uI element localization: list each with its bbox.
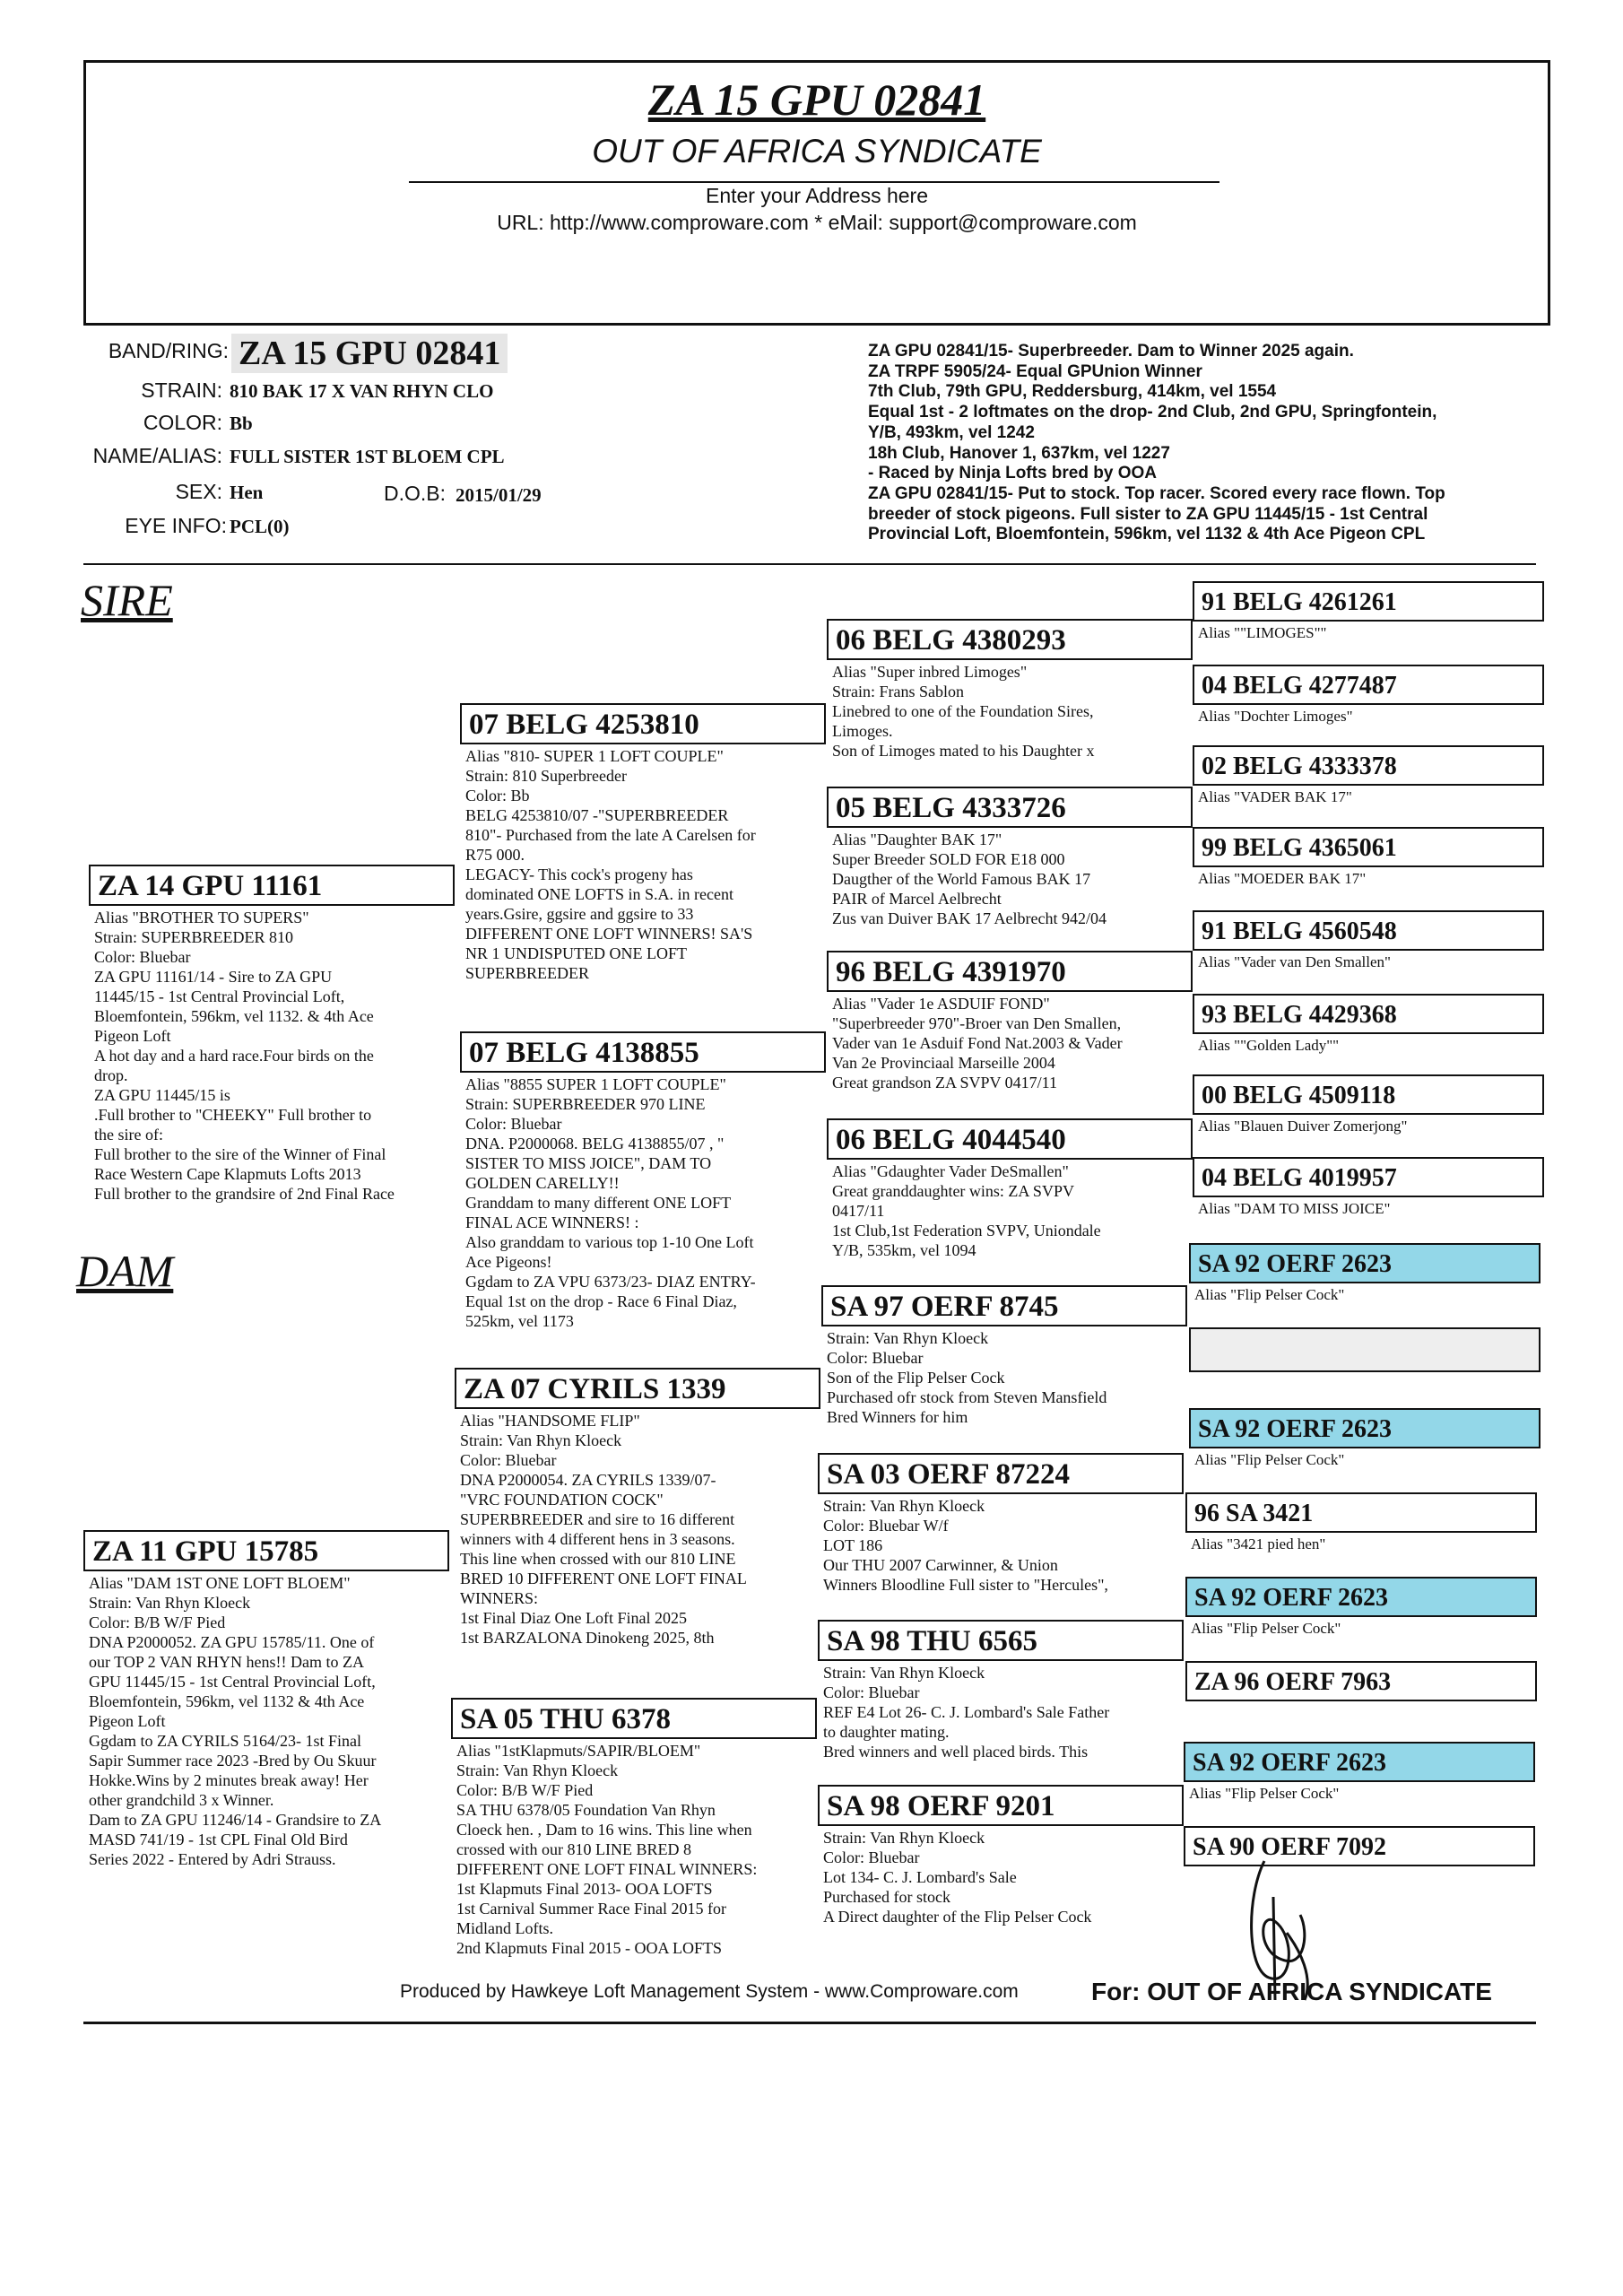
sire-sire-card (460, 703, 826, 983)
g4-card-11 (1189, 1408, 1541, 1470)
g4-info-12: Alias "3421 pied hen" (1191, 1535, 1326, 1552)
g4-card-2 (1193, 665, 1544, 726)
dam-ring: ZA 11 GPU 15785 (83, 1530, 449, 1571)
page-title: ZA 15 GPU 02841 (647, 74, 986, 125)
g3-ring-5: SA 97 OERF 8745 (821, 1285, 1187, 1326)
dam-sire-card (455, 1368, 820, 1648)
name-label: NAME/ALIAS: (92, 444, 222, 467)
g4-ring-1: 91 BELG 4261261 (1193, 581, 1544, 622)
g4-info-6: Alias ""Golden Lady"" (1198, 1037, 1340, 1054)
dob-value: 2015/01/29 (456, 484, 542, 506)
sire-dam-card (460, 1031, 826, 1331)
g3-info-2: Alias "Daughter BAK 17" Super Breeder SOLD FOR E18 000 Daugther of the World Famous BAK 17 PAIR of Marcel Aelbrecht Zus van Duiver BAK 17 Aelbrecht 942/04 (832, 831, 1107, 927)
g4-ring-12: 96 SA 3421 (1185, 1492, 1537, 1533)
g4-card-4 (1193, 827, 1544, 889)
sex-label: SEX: (175, 480, 222, 503)
dam-info: Alias "DAM 1ST ONE LOFT BLOEM" Strain: Van Rhyn Kloeck Color: B/B W/F Pied DNA P2000052. ZA GPU 15785/11. One of our TOP 2 VAN RHYN hens!! Dam to ZA GPU 11445/15 - 1st Central Provincial Loft, Bloemfontein, 596km, vel 1132 & 4th Ace Pigeon Loft Ggdam to ZA CYRILS 5164/23- 1st Final Sapir Summer race 2023 -Bred by Ou Skuur Hokke.Wins by 2 minutes break away! Her other grandchild 3 x Winner. Dam to ZA GPU 11246/14 - Grandsire to ZA MASD 741/19 - 1st CPL Final Old Bird Series 2022 - Entered by Adri Strauss. (89, 1574, 382, 1868)
g4-info-5: Alias "Vader van Den Smallen" (1198, 953, 1391, 970)
g4-card-14 (1185, 1661, 1537, 1703)
g4-ring-13: SA 92 OERF 2623 (1185, 1577, 1537, 1617)
g4-info-13: Alias "Flip Pelser Cock" (1191, 1620, 1341, 1637)
g4-info-9: Alias "Flip Pelser Cock" (1194, 1286, 1345, 1303)
sire-sire-info: Alias "810- SUPER 1 LOFT COUPLE" Strain: 810 Superbreeder Color: Bb BELG 4253810/07 -"SUPERBREEDER 810"- Purchased from the late A Carelsen for R75 000. LEGACY- This cock's progeny has dominated ONE LOFTS in S.A. in recent years.Gsire, ggsire and ggsire to 33 DIFFERENT ONE LOFT WINNERS! SA'S NR 1 UNDISPUTED ONE LOFT SUPERBREEDER (465, 747, 756, 982)
g4-card-13 (1185, 1577, 1537, 1639)
g4-ring-14: ZA 96 OERF 7963 (1185, 1661, 1537, 1701)
g4-card-1 (1193, 581, 1544, 643)
contact-line: URL: http://www.comproware.com * eMail: support@comproware.com (497, 211, 1137, 234)
g3-info-3: Alias "Vader 1e ASDUIF FOND" "Superbreeder 970"-Broer van Den Smallen, Vader van 1e Asduif Fond Nat.2003 & Vader Van 2e Provinciaal Marseille 2004 Great grandson ZA SVPV 0417/11 (832, 995, 1123, 1091)
sire-dam-ring: 07 BELG 4138855 (460, 1031, 826, 1073)
g4-card-3 (1193, 745, 1544, 807)
g4-info-4: Alias "MOEDER BAK 17" (1198, 870, 1367, 887)
g3-ring-3: 96 BELG 4391970 (827, 951, 1193, 992)
g3-ring-2: 05 BELG 4333726 (827, 787, 1193, 828)
g4-card-5 (1193, 910, 1544, 972)
g4-card-9 (1189, 1243, 1541, 1305)
g4-card-10-empty (1189, 1327, 1541, 1372)
details-divider (83, 563, 1536, 565)
dob-label: D.O.B: (384, 482, 447, 505)
g4-info-11: Alias "Flip Pelser Cock" (1194, 1451, 1345, 1468)
sire-ring: ZA 14 GPU 11161 (89, 865, 455, 906)
g3-card-6 (818, 1453, 1184, 1595)
color-value: Bb (230, 413, 253, 434)
g3-ring-4: 06 BELG 4044540 (827, 1118, 1193, 1160)
g3-info-7: Strain: Van Rhyn Kloeck Color: Bluebar REF E4 Lot 26- C. J. Lombard's Sale Father to daughter mating. Bred winners and well placed birds. This (823, 1664, 1110, 1761)
g3-ring-1: 06 BELG 4380293 (827, 619, 1193, 660)
g4-ring-6: 93 BELG 4429368 (1193, 994, 1544, 1034)
header-box (83, 60, 1550, 326)
performance-notes: ZA GPU 02841/15- Superbreeder. Dam to Winner 2025 again. ZA TRPF 5905/24- Equal GPUnion Winner 7th Club, 79th GPU, Reddersburg, 414km, vel 1554 Equal 1st - 2 loftmates on the drop- 2nd Club, 2nd GPU, Springfontein, Y/B, 493km, vel 1242 18h Club, Hanover 1, 637km, vel 1227 - Raced by Ninja Lofts bred by OOA ZA GPU 02841/15- Put to stock. Top racer. Scored every race flown. Top breeder of stock pigeons. Full sister to ZA GPU 11445/15 - 1st Central Provincial Loft, Bloemfontein, 596km, vel 1132 & 4th Ace Pigeon CPL (868, 342, 1445, 544)
sex-value: Hen (230, 482, 264, 503)
g4-ring-16: SA 90 OERF 7092 (1184, 1826, 1535, 1866)
g3-ring-7: SA 98 THU 6565 (818, 1620, 1184, 1661)
g3-card-2 (827, 787, 1193, 928)
sire-info: Alias "BROTHER TO SUPERS" Strain: SUPERBREEDER 810 Color: Bluebar ZA GPU 11161/14 - Sire to ZA GPU 11445/15 - 1st Central Provincial Loft, Bloemfontein, 596km, vel 1132. & 4th Ace Pigeon Loft A hot day and a hard race.Four birds on the drop. ZA GPU 11445/15 is .Full brother to "CHEEKY" Full brother to the sire of: Full brother to the sire of the Winner of Final Race Western Cape Klapmuts Lofts 2013 Full brother to the grandsire of 2nd Final Race (94, 909, 395, 1203)
g4-info-14 (1185, 1701, 1537, 1703)
strain-label: STRAIN: (141, 378, 222, 402)
g3-card-7 (818, 1620, 1184, 1761)
g3-ring-8: SA 98 OERF 9201 (818, 1785, 1184, 1826)
g4-ring-2: 04 BELG 4277487 (1193, 665, 1544, 705)
page-subtitle: OUT OF AFRICA SYNDICATE (592, 133, 1042, 170)
g3-card-3 (827, 951, 1193, 1092)
dam-dam-info: Alias "1stKlapmuts/SAPIR/BLOEM" Strain: Van Rhyn Kloeck Color: B/B W/F Pied SA THU 6378/05 Foundation Van Rhyn Cloeck hen. , Dam to 16 wins. This line when crossed with our 810 LINE BRED 8 DIFFERENT ONE LOFT FINAL WINNERS: 1st Klapmuts Final 2013- OOA LOFTS 1st Carnival Summer Race Final 2015 for Midland Lofts. 2nd Klapmuts Final 2015 - OOA LOFTS (456, 1742, 758, 1957)
g3-card-5 (821, 1285, 1187, 1427)
g4-card-6 (1193, 994, 1544, 1056)
g3-info-5: Strain: Van Rhyn Kloeck Color: Bluebar Son of the Flip Pelser Cock Purchased ofr stock from Steven Mansfield Bred Winners for him (827, 1329, 1107, 1426)
strain-value: 810 BAK 17 X VAN RHYN CLO (230, 380, 494, 402)
dam-section-label: DAM (76, 1246, 174, 1296)
g3-card-1 (827, 619, 1193, 761)
name-value: FULL SISTER 1ST BLOEM CPL (230, 446, 505, 467)
g3-info-1: Alias "Super inbred Limoges" Strain: Frans Sablon Linebred to one of the Foundation Sires, Limoges. Son of Limoges mated to his Daughter x (832, 663, 1095, 760)
color-label: COLOR: (143, 411, 222, 434)
dam-dam-card (451, 1698, 817, 1958)
sire-dam-info: Alias "8855 SUPER 1 LOFT COUPLE" Strain: SUPERBREEDER 970 LINE Color: Bluebar DNA. P2000068. BELG 4138855/07 , " SISTER TO MISS JOICE", DAM TO GOLDEN CARELLY!! Granddam to many different ONE LOFT FINAL ACE WINNERS! : Also granddam to various top 1-10 One Loft Ace Pigeons! Ggdam to ZA VPU 6373/23- DIAZ ENTRY- Equal 1st on the drop - Race 6 Final Diaz, 525km, vel 1173 (465, 1075, 756, 1330)
g4-card-12 (1185, 1492, 1537, 1554)
g4-card-7 (1193, 1074, 1544, 1136)
g3-info-4: Alias "Gdaughter Vader DeSmallen" Great granddaughter wins: ZA SVPV 0417/11 1st Club,1st Federation SVPV, Uniondale Y/B, 535km, vel 1094 (832, 1162, 1101, 1259)
sire-card (89, 865, 455, 1204)
footer-produced-by: Produced by Hawkeye Loft Management System - www.Comproware.com (400, 1981, 1019, 2002)
g4-info-1: Alias ""LIMOGES"" (1198, 624, 1327, 641)
subtitle-underline (409, 181, 1219, 183)
g3-info-8: Strain: Van Rhyn Kloeck Color: Bluebar Lot 134- C. J. Lombard's Sale Purchased for stock A Direct daughter of the Flip Pelser Cock (823, 1829, 1092, 1926)
footer-divider (83, 2022, 1536, 2024)
g4-ring-15: SA 92 OERF 2623 (1184, 1742, 1535, 1782)
ring-value: ZA 15 GPU 02841 (231, 334, 508, 373)
sire-section-label: SIRE (81, 575, 173, 625)
g3-ring-6: SA 03 OERF 87224 (818, 1453, 1184, 1494)
g4-info-3: Alias "VADER BAK 17" (1198, 788, 1352, 805)
g4-ring-9: SA 92 OERF 2623 (1189, 1243, 1541, 1283)
g4-ring-11: SA 92 OERF 2623 (1189, 1408, 1541, 1448)
g4-ring-3: 02 BELG 4333378 (1193, 745, 1544, 786)
eye-label: EYE INFO: (125, 514, 227, 537)
g4-ring-8: 04 BELG 4019957 (1193, 1157, 1544, 1197)
g4-ring-4: 99 BELG 4365061 (1193, 827, 1544, 867)
dam-sire-ring: ZA 07 CYRILS 1339 (455, 1368, 820, 1409)
g4-info-7: Alias "Blauen Duiver Zomerjong" (1198, 1118, 1408, 1135)
eye-value: PCL(0) (230, 516, 290, 537)
footer-for: For: OUT OF AFRICA SYNDICATE (1091, 1978, 1492, 2005)
g4-info-8: Alias "DAM TO MISS JOICE" (1198, 1200, 1391, 1217)
sire-sire-ring: 07 BELG 4253810 (460, 703, 826, 744)
g4-info-2: Alias "Dochter Limoges" (1198, 708, 1353, 725)
g4-card-8 (1193, 1157, 1544, 1219)
g4-ring-5: 91 BELG 4560548 (1193, 910, 1544, 951)
g4-card-15 (1184, 1742, 1535, 1804)
dam-sire-info: Alias "HANDSOME FLIP" Strain: Van Rhyn Kloeck Color: Bluebar DNA P2000054. ZA CYRILS 1339/07- "VRC FOUNDATION COCK" SUPERBREEDER and sire to 16 different winners with 4 different hens in 3 seasons. This line when crossed with our 810 LINE BRED 10 DIFFERENT ONE LOFT FINAL WINNERS: 1st Final Diaz One Loft Final 2025 1st BARZALONA Dinokeng 2025, 8th (460, 1412, 747, 1647)
ring-label: BAND/RING: (108, 339, 229, 362)
g3-card-4 (827, 1118, 1193, 1260)
g4-ring-7: 00 BELG 4509118 (1193, 1074, 1544, 1115)
address-line: Enter your Address here (705, 184, 929, 207)
g3-card-8 (818, 1785, 1184, 1926)
dam-card (83, 1530, 449, 1869)
g4-info-15: Alias "Flip Pelser Cock" (1189, 1785, 1340, 1802)
g3-info-6: Strain: Van Rhyn Kloeck Color: Bluebar W/f LOT 186 Our THU 2007 Carwinner, & Union Winners Bloodline Full sister to "Hercules", (823, 1497, 1108, 1594)
dam-dam-ring: SA 05 THU 6378 (451, 1698, 817, 1739)
